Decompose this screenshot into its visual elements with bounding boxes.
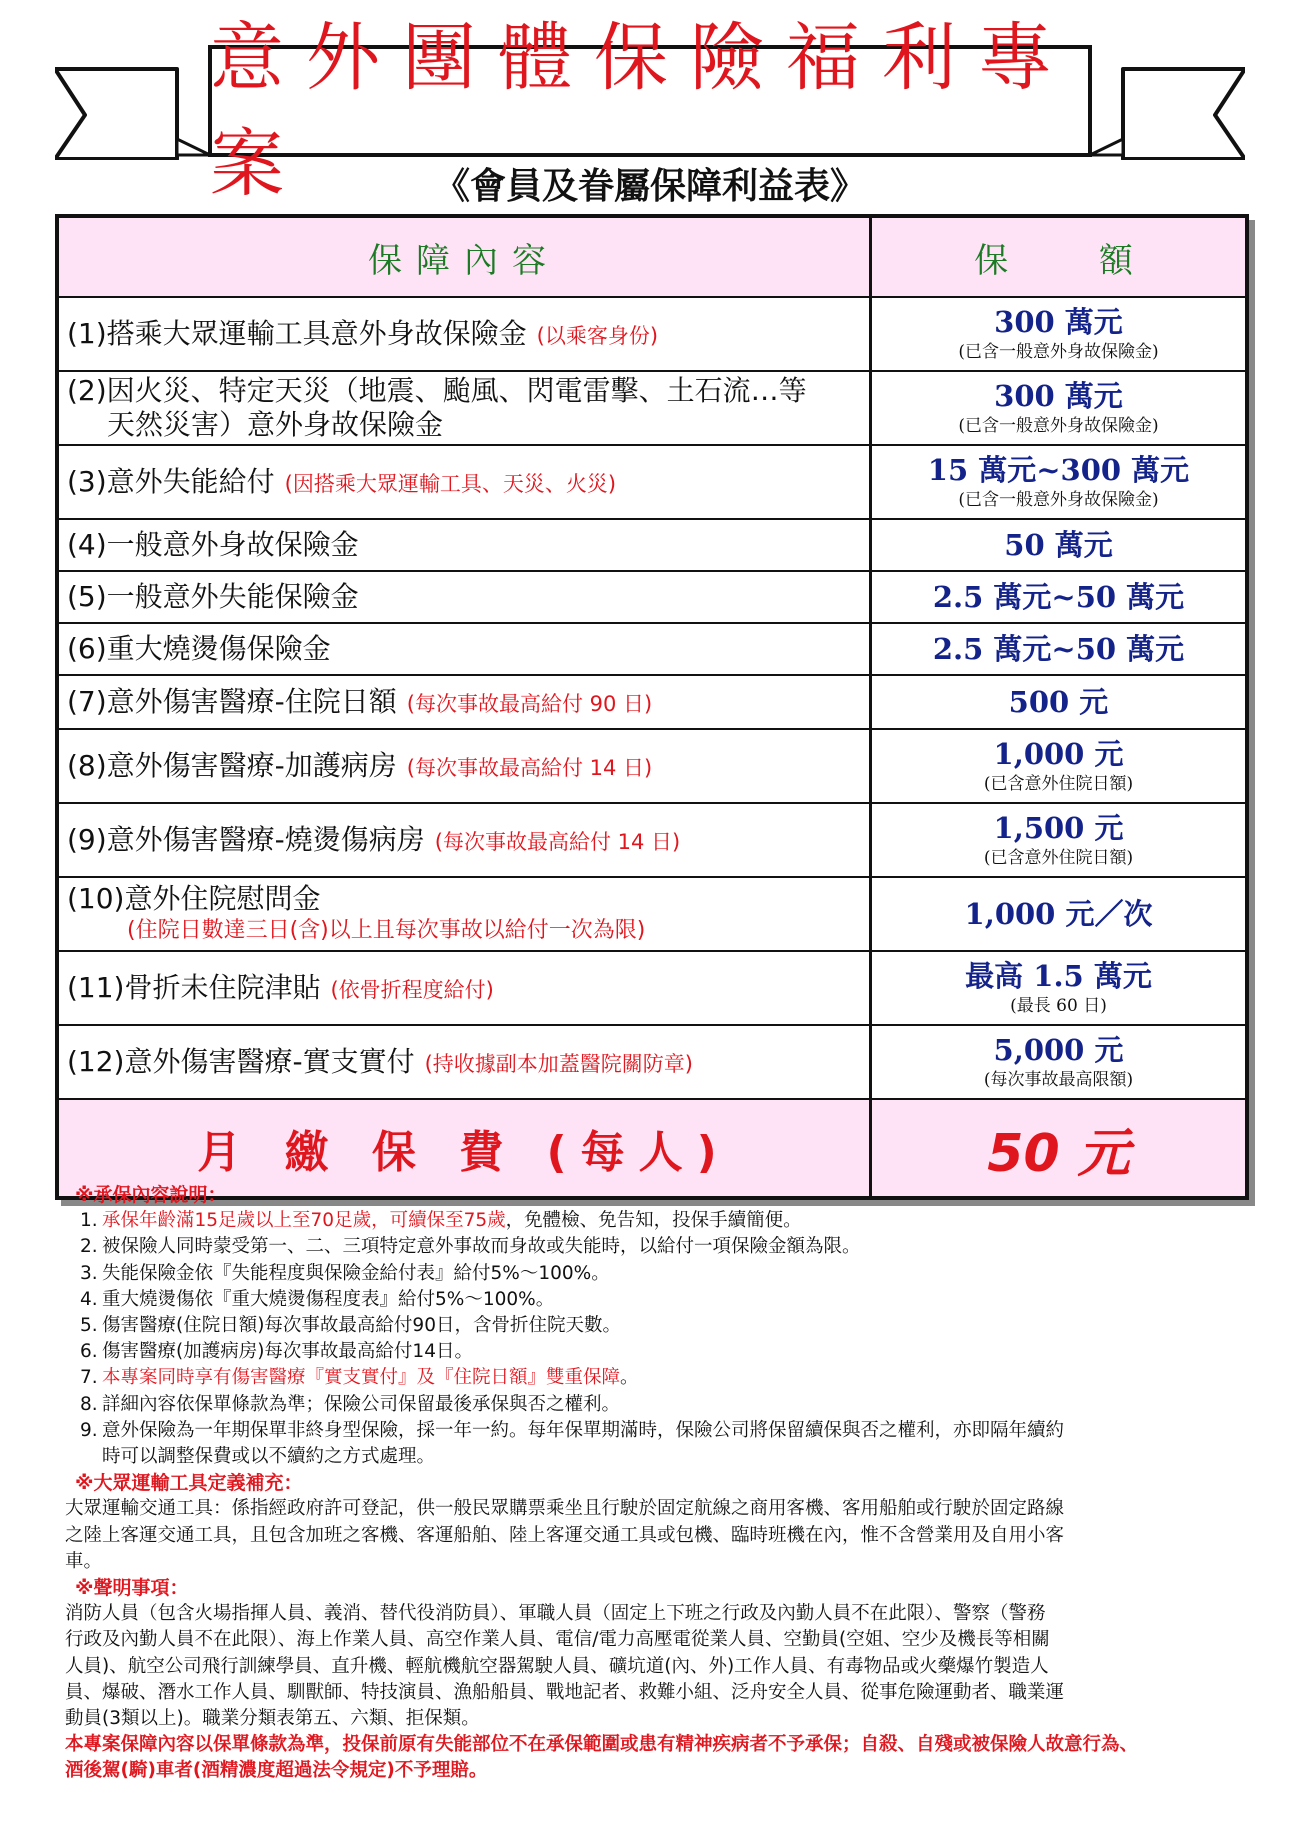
coverage-item: (11)骨折未住院津貼 (67, 971, 321, 1004)
coverage-item: (5)一般意外失能保險金 (67, 580, 359, 613)
amount-note: (已含一般意外身故保險金) (958, 416, 1159, 436)
coverage-item: (8)意外傷害醫療-加護病房 (67, 749, 397, 782)
coverage-amount: 5,000 元 (993, 1033, 1124, 1067)
coverage-item: (12)意外傷害醫療-實支實付 (67, 1045, 415, 1078)
coverage-note: (以乘客身份) (536, 324, 659, 348)
amount-note: (每次事故最高限額) (983, 1070, 1134, 1090)
table-row (59, 876, 1245, 950)
table-row (59, 1024, 1245, 1098)
declaration-title: ※聲明事項： (75, 1577, 189, 1600)
list-item: 2. 被保險人同時蒙受第一、二、三項特定意外事故而身故或失能時，以給付一項保險金額為限。 (80, 1236, 861, 1258)
premium-label: 月 繳 保 費 (每人) (197, 1127, 731, 1178)
table-row (59, 296, 1245, 370)
coverage-amount: 最高 1.5 萬元 (965, 959, 1152, 993)
table-row (59, 370, 1245, 444)
underwriting-list (80, 1208, 1245, 1470)
coverage-item: (4)一般意外身故保險金 (67, 528, 359, 561)
premium-value: 50 元 (987, 1123, 1130, 1184)
coverage-note: (每次事故最高給付 14 日) (434, 830, 681, 854)
list-item: 7. 本專案同時享有傷害醫療『實支實付』及『住院日額』雙重保障。 (80, 1367, 639, 1389)
list-item: 8. 詳細內容依保單條款為準；保險公司保留最後承保與否之權利。 (80, 1393, 621, 1415)
table-row (59, 518, 1245, 570)
coverage-item: (7)意外傷害醫療-住院日額 (67, 685, 397, 718)
final-disclaimer: 本專案保障內容以保單條款為準，投保前原有失能部位不在承保範圍或患有精神疾病者不予承保；自殺、自殘或被保險人故意行為、 酒後駕(騎)車者(酒精濃度超過法令規定)不予理賠。 (65, 1734, 1139, 1782)
coverage-amount: 1,500 元 (993, 811, 1124, 845)
coverage-note: (持收據副本加蓋醫院關防章) (424, 1052, 693, 1076)
coverage-amount: 1,000 元／次 (964, 897, 1153, 931)
table-row (59, 950, 1245, 1024)
coverage-item: (2)因火災、特定天災（地震、颱風、閃電雷擊、土石流…等 (67, 374, 807, 407)
list-item: 3. 失能保險金依『失能程度與保險金給付表』給付5%～100%。 (80, 1262, 610, 1284)
underwriting-title: ※承保內容說明： (75, 1184, 227, 1206)
amount-note: (已含意外住院日額) (983, 774, 1134, 794)
transport-text: 大眾運輸交通工具：係指經政府許可登記，供一般民眾購票乘坐且行駛於固定航線之商用客機、客用船舶或行駛於固定路線 之陸上客運交通工具，且包含加班之客機、客運船舶、陸上客運交通工具或包機、臨時班機在內，惟不含營業用及自用小客 車。 (65, 1498, 1065, 1572)
amount-note: (已含一般意外身故保險金) (958, 342, 1159, 362)
page-subtitle: 《會員及眷屬保障利益表》 (433, 166, 866, 207)
coverage-amount: 300 萬元 (994, 379, 1123, 413)
declaration-text: 消防人員（包含火場指揮人員、義消、替代役消防員）、軍職人員（固定上下班之行政及內勤人員不在此限）、警察（警務 行政及內勤人員不在此限）、海上作業人員、高空作業人員、電信/電力高壓電從業人員、空勤員(空姐、空少及機長等相關 人員)、航空公司飛行訓練學員、直升機、輕航機航空器駕駛人員、礦坑道(內、外)工作人員、有毒物品或火藥爆竹製造人 員、爆破、潛水工作人員、馴獸師、特技演員、漁船船員、戰地記者、救難小組、泛舟安全人員、從事危險運動者、職業運 動員(3類以上)。職業分類表第五、六類、拒保類。 (65, 1603, 1065, 1730)
coverage-amount: 300 萬元 (994, 305, 1123, 339)
coverage-note: (依骨折程度給付) (330, 978, 494, 1002)
list-item: 5. 傷害醫療(住院日額)每次事故最高給付90日，含骨折住院天數。 (80, 1315, 621, 1337)
coverage-item: (6)重大燒燙傷保險金 (67, 632, 331, 665)
list-item: 4. 重大燒燙傷依『重大燒燙傷程度表』給付5%～100%。 (80, 1288, 555, 1310)
header-coverage: 保障內容 (368, 240, 560, 281)
table-row (59, 622, 1245, 674)
table-row (59, 674, 1245, 728)
coverage-note: (每次事故最高給付 14 日) (406, 756, 653, 780)
notes-section (65, 1182, 1245, 1785)
coverage-item: (3)意外失能給付 (67, 465, 275, 498)
header-amount: 保 額 (974, 240, 1173, 281)
coverage-note: (住院日數達三日(含)以上且每次事故以給付一次為限) (127, 918, 646, 943)
page-title: 意外團體保險福利專案 (210, 15, 1074, 207)
amount-note: (已含意外住院日額) (983, 848, 1134, 868)
coverage-amount: 15 萬元~300 萬元 (927, 453, 1190, 487)
amount-note: (已含一般意外身故保險金) (958, 490, 1159, 510)
coverage-item: (9)意外傷害醫療-燒燙傷病房 (67, 823, 425, 856)
transport-title: ※大眾運輸工具定義補充： (75, 1472, 303, 1495)
coverage-amount: 2.5 萬元~50 萬元 (932, 580, 1185, 614)
table-header-row (59, 218, 1245, 296)
table-row (59, 802, 1245, 876)
list-item: 1. 承保年齡滿15足歲以上至70足歲，可續保至75歲，免體檢、免告知，投保手續簡便。 (80, 1210, 802, 1232)
coverage-amount: 50 萬元 (1004, 528, 1113, 562)
coverage-item-cont: 天然災害）意外身故保險金 (107, 408, 444, 441)
table-row (59, 728, 1245, 802)
amount-note: (最長 60 日) (1010, 996, 1107, 1016)
coverage-amount: 1,000 元 (993, 737, 1124, 771)
coverage-amount: 500 元 (1008, 685, 1109, 719)
coverage-amount: 2.5 萬元~50 萬元 (932, 632, 1185, 666)
table-row (59, 570, 1245, 622)
coverage-item: (1)搭乘大眾運輸工具意外身故保險金 (67, 317, 527, 350)
benefits-table (55, 214, 1249, 1200)
coverage-item: (10)意外住院慰問金 (67, 882, 321, 915)
coverage-note: (每次事故最高給付 90 日) (406, 692, 653, 716)
list-item: 6. 傷害醫療(加護病房)每次事故最高給付14日。 (80, 1341, 473, 1363)
coverage-note: (因搭乘大眾運輸工具、天災、火災) (284, 472, 617, 496)
table-row (59, 444, 1245, 518)
list-item: 9. 意外保險為一年期保單非終身型保險，採一年一約。每年保單期滿時，保險公司將保留續保與否之權利，亦即隔年續約 時可以調整保費或以不續約之方式處理。 (80, 1419, 1065, 1468)
